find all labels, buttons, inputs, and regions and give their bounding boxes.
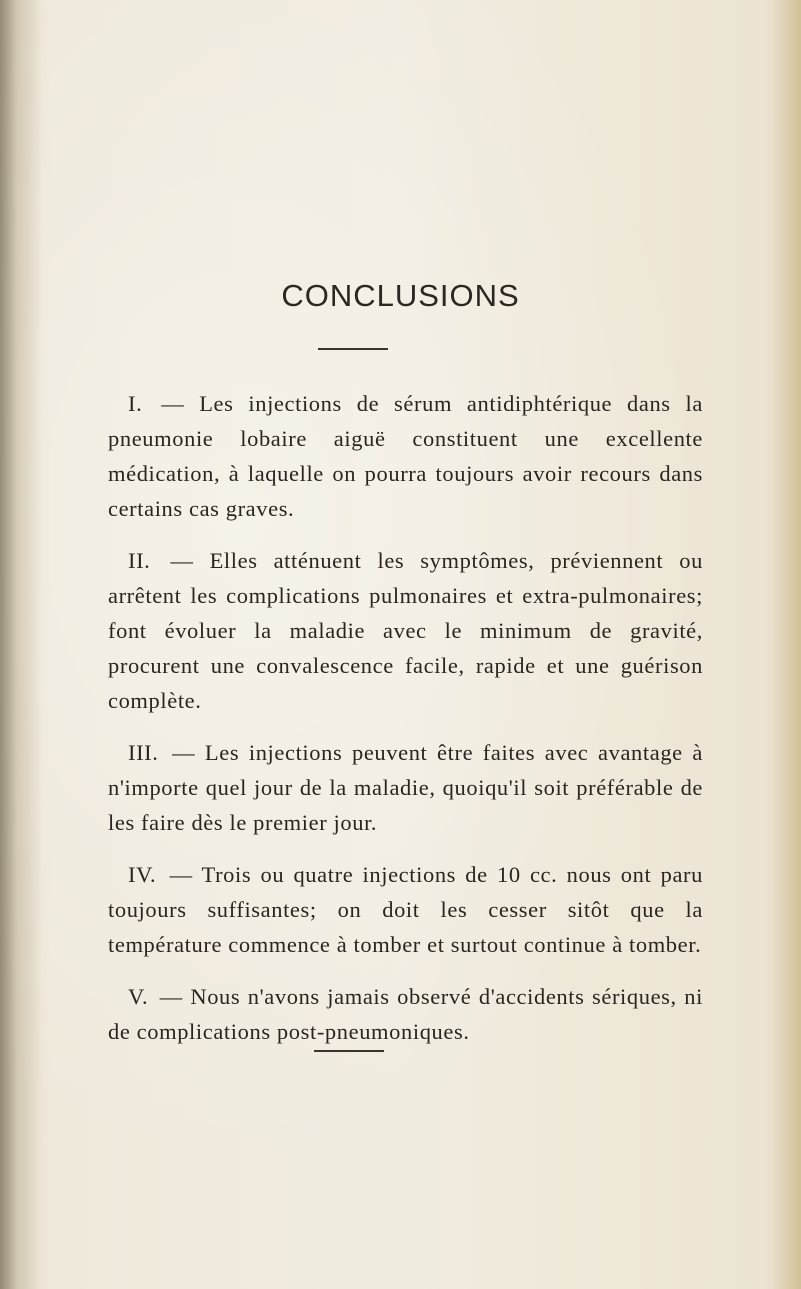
conclusion-paragraph-3 [108,735,703,840]
paragraph-numeral: V. [128,984,149,1009]
paragraph-text: — Nous n'avons jamais observé d'accidents sériques, ni de complications post-pneumoniques. [108,984,703,1044]
paragraph-numeral: III. [128,740,159,765]
paragraph-text: — Elles atténuent les symptômes, préviennent ou arrêtent les complications pulmonaires et extra-pulmonaires; font évoluer la maladie avec le minimum de gravité, procurent une convalescence facile, rapide et une guérison complète. [108,548,703,713]
paragraph-text: — Les injections peuvent être faites avec avantage à n'importe quel jour de la maladie, quoiqu'il soit préférable de les faire dès le premier jour. [108,740,703,835]
page-edge-discoloration [771,0,801,1289]
paragraph-numeral: II. [128,548,151,573]
conclusion-paragraph-1 [108,386,703,526]
paragraph-numeral: I. [128,391,143,416]
conclusion-paragraph-2 [108,543,703,718]
paragraph-numeral: IV. [128,862,157,887]
paragraph-text: — Les injections de sérum antidiphtérique dans la pneumonie lobaire aiguë constituent une excellente médication, à laquelle on pourra toujours avoir recours dans certains cas graves. [108,391,703,521]
conclusions-body [108,386,703,1066]
conclusion-paragraph-5 [108,979,703,1049]
conclusion-paragraph-4 [108,857,703,962]
closing-divider [314,1050,384,1052]
title-divider [318,348,388,350]
page-title: CONCLUSIONS [281,278,520,313]
page-binding-shadow [0,0,42,1289]
paragraph-text: — Trois ou quatre injections de 10 cc. nous ont paru toujours suffisantes; on doit les cesser sitôt que la température commence à tomber et surtout continue à tomber. [108,862,703,957]
